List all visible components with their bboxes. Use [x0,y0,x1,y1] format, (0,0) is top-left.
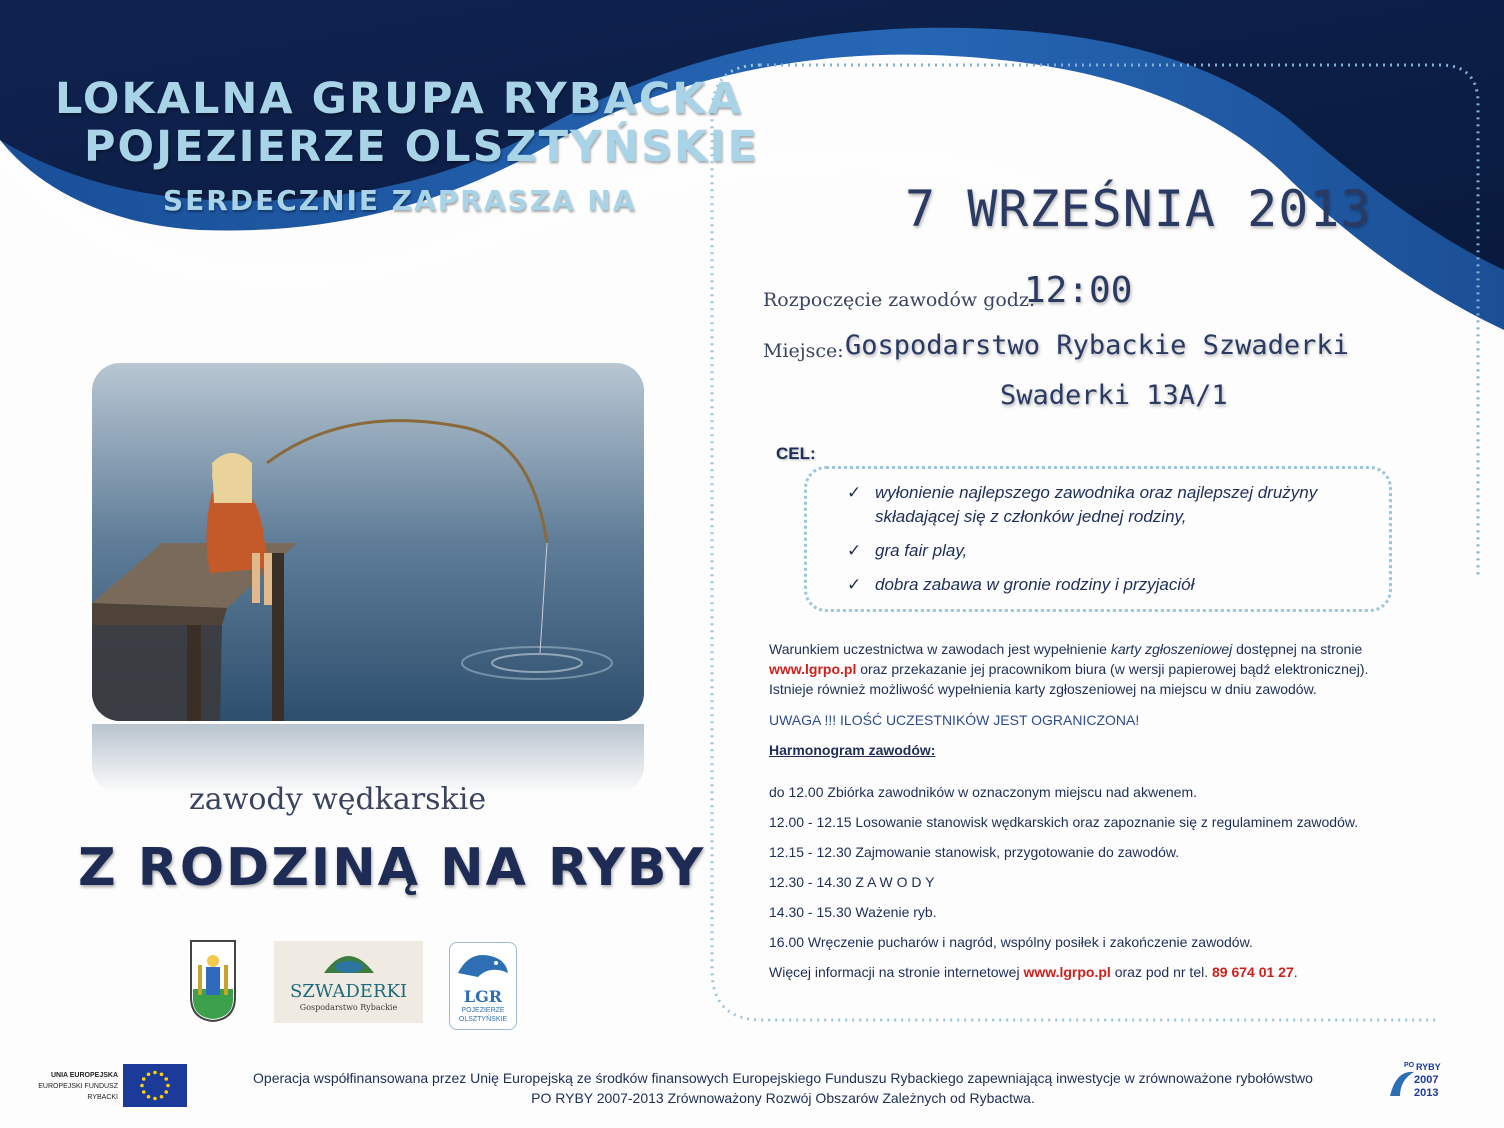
po-ryby-a: PO [1404,1062,1415,1069]
event-subtitle: zawody wędkarskie [189,782,487,817]
eu-star [142,1090,146,1094]
fish-leaf-icon [274,941,423,981]
eu-star [160,1072,164,1076]
fish-icon [450,943,516,987]
check-icon: ✓ [847,575,862,594]
eu-flag-icon [123,1064,187,1107]
szwaderki-logo [274,941,423,1023]
phone-number: 89 674 01 27 [1212,964,1294,980]
check-icon: ✓ [847,541,862,560]
info-paragraph: Warunkiem uczestnictwa w zawodach jest wypełnienie karty zgłoszeniowej dostępnej na stronie www.lgrpo.pl oraz przekazanie jej pracownikom biura (w wersji papierowej bądź elektronicznej). Istnieje również możliwość wypełnienia karty zgłoszeniowej na miejscu w dniu zawodów. [769,641,1369,697]
eu-star [160,1095,164,1099]
schedule-item: 12.30 - 14.30 Z A W O D Y [769,874,935,890]
footer-line-1: Operacja współfinansowana przez Unię Europejską ze środków finansowych Europejskiego Funduszu Rybackiego zapewniającą inwestycje w zrównoważone rybołówstwo [253,1070,1313,1086]
lgr-logo [449,942,517,1030]
eu-star [153,1097,157,1101]
photo-girl-fishing [92,363,644,721]
event-title: Z RODZINĄ NA RYBY [78,838,706,898]
event-date: 7 WRZEŚNIA 2013 [905,180,1372,238]
website-link[interactable]: www.lgrpo.pl [769,661,857,677]
eu-star [147,1095,151,1099]
po-ryby-logo [1386,1062,1446,1110]
goals-label: CEL: [776,444,816,463]
eu-star [153,1071,157,1075]
warning-text: UWAGA !!! ILOŚĆ UCZESTNIKÓW JEST OGRANICZONA! [769,712,1140,728]
po-ryby-d: 2013 [1414,1087,1439,1099]
contact-line: Więcej informacji na stronie internetowej www.lgrpo.pl oraz pod nr tel. 89 674 01 27. [769,964,1298,980]
eu-star [164,1077,168,1081]
header-line-3: SERDECZNIE ZAPRASZA NA [163,184,637,217]
lgr-sub-2: OLSZTYŃSKIE [458,1016,508,1023]
szwaderki-subtitle: Gospodarstwo Rybackie [299,1003,398,1012]
start-label: Rozpoczęcie zawodów godz. [763,289,1036,311]
eu-line-3: RYBACKI [87,1094,118,1101]
lgr-name: LGR [463,987,503,1006]
goals-box [804,466,1392,612]
eu-star [164,1090,168,1094]
eu-star [166,1084,170,1088]
header-line-2: POJEZIERZE OLSZTYŃSKIE [84,122,759,172]
goal-item: ✓ dobra zabawa w gronie rodziny i przyjaciół [807,573,1389,597]
schedule-item: 16.00 Wręczenie pucharów i nagród, wspólny posiłek i zakończenie zawodów. [769,934,1253,950]
schedule-title: Harmonogram zawodów: [769,742,936,758]
schedule-item: 12.00 - 12.15 Losowanie stanowisk wędkarskich oraz zapoznanie się z regulaminem zawodów. [769,814,1359,830]
form-name: karty zgłoszeniowej [1110,641,1233,657]
schedule-item: do 12.00 Zbiórka zawodników w oznaczonym miejscu nad akwenem. [769,784,1197,800]
goal-item: ✓ wyłonienie najlepszego zawodnika oraz najlepszej drużyny [807,481,1389,505]
coat-of-arms-logo [189,939,237,1023]
place-label: Miejsce: [763,340,844,362]
eu-line-2: EUROPEJSKI FUNDUSZ [38,1083,118,1090]
schedule-item: 14.30 - 15.30 Ważenie ryb. [769,904,937,920]
start-time: 12:00 [1024,270,1133,311]
eu-line-1: UNIA EUROPEJSKA [50,1072,118,1079]
goals-list [807,481,1389,597]
place-address: Swaderki 13A/1 [1000,380,1228,411]
website-link[interactable]: www.lgrpo.pl [1023,964,1111,980]
coat-of-arms-icon [189,939,237,1023]
footer-line-2: PO RYBY 2007-2013 Zrównoważony Rozwój Obszarów Zależnych od Rybactwa. [531,1090,1035,1106]
szwaderki-name: SZWADERKI [289,981,408,1002]
po-ryby-b: RYBY [1416,1062,1441,1072]
check-icon: ✓ [847,483,862,502]
schedule-item: 12.15 - 12.30 Zajmowanie stanowisk, przygotowanie do zawodów. [769,844,1180,860]
goal-item-continued: składającej się z członków jednej rodziny, [875,507,1187,526]
schedule-list [769,782,1358,982]
eu-star [142,1077,146,1081]
lgr-sub-1: POJEZIERZE [461,1007,505,1014]
goal-item: ✓ gra fair play, [807,539,1389,563]
footer-text [200,1068,1366,1108]
po-ryby-c: 2007 [1414,1074,1439,1086]
header-line-1: LOKALNA GRUPA RYBACKA [55,74,743,124]
eu-star [147,1072,151,1076]
eu-fund-label [28,1070,118,1103]
eu-star [140,1084,144,1088]
photo-illustration [92,363,644,721]
place-name: Gospodarstwo Rybackie Szwaderki [845,330,1349,361]
eu-flag [123,1064,187,1107]
